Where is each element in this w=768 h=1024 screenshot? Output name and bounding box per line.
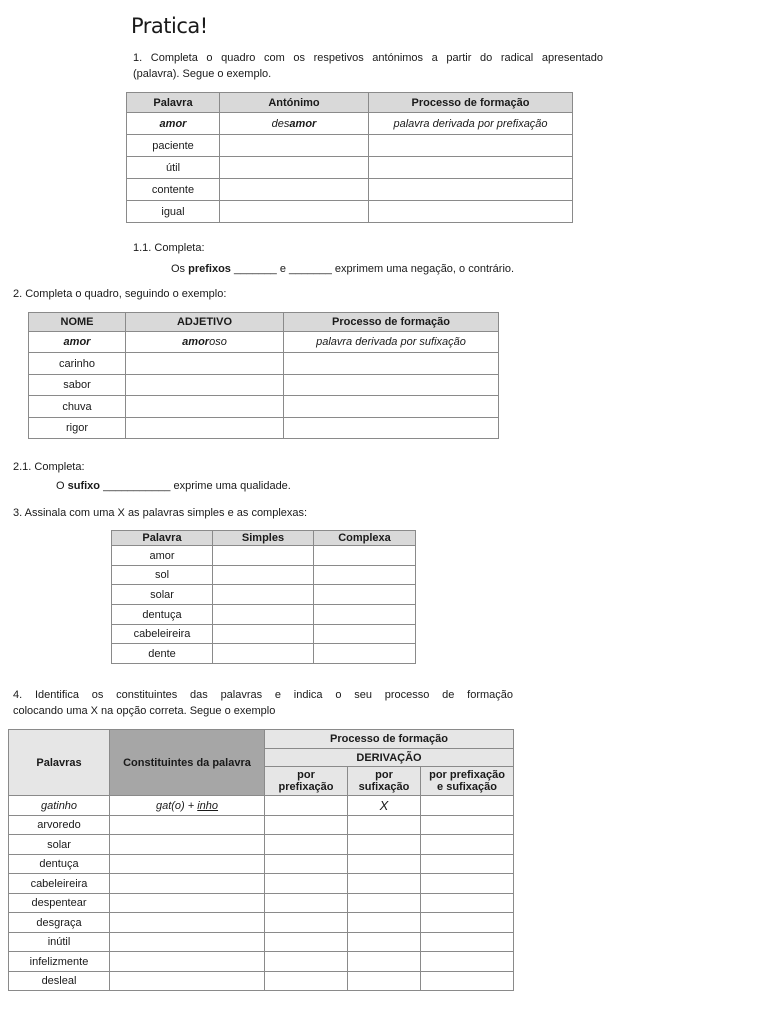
checkbox-cell[interactable]: [213, 546, 314, 566]
answer-cell[interactable]: [110, 952, 265, 972]
checkbox-cell[interactable]: [213, 625, 314, 644]
checkbox-cell[interactable]: [348, 855, 421, 874]
column-header-derivation: DERIVAÇÃO: [265, 749, 514, 767]
answer-cell[interactable]: [369, 201, 573, 223]
header-line: sufixação: [358, 781, 410, 793]
answer-cell[interactable]: [284, 396, 499, 418]
word-cell: cabeleireira: [112, 625, 213, 644]
word-cell: útil: [127, 157, 220, 179]
checkbox-cell[interactable]: [314, 585, 416, 605]
word-cell: desleal: [9, 972, 110, 991]
header-line: e sufixação: [437, 781, 497, 793]
header-line: prefixação: [278, 781, 334, 793]
question-4-line-1: 4. Identifica os constituintes das palavras e indica o seu processo de formação: [13, 689, 513, 701]
word-cell: inútil: [9, 933, 110, 952]
answer-cell[interactable]: [110, 913, 265, 933]
answer-cell[interactable]: [284, 418, 499, 439]
column-header-process: Processo de formação: [265, 730, 514, 749]
word-cell: rigor: [29, 418, 126, 439]
checkbox-cell[interactable]: [265, 855, 348, 874]
checkbox-cell[interactable]: [265, 835, 348, 855]
word-cell: amor: [112, 546, 213, 566]
word-cell: paciente: [127, 135, 220, 157]
word-cell: cabeleireira: [9, 874, 110, 894]
word-cell: dentuça: [112, 605, 213, 625]
checkbox-cell[interactable]: [421, 913, 514, 933]
sentence-keyword: prefixos: [188, 263, 231, 275]
question-2-instruction: 2. Completa o quadro, seguindo o exemplo:: [13, 288, 227, 300]
word-cell: solar: [112, 585, 213, 605]
checkbox-cell[interactable]: [265, 933, 348, 952]
answer-cell[interactable]: [110, 933, 265, 952]
sentence-text: exprime uma qualidade.: [173, 480, 291, 492]
answer-cell[interactable]: [110, 972, 265, 991]
word-cell: igual: [127, 201, 220, 223]
word-cell: infelizmente: [9, 952, 110, 972]
example-noun: amor: [29, 332, 126, 353]
word-cell: arvoredo: [9, 816, 110, 835]
word-cell: sabor: [29, 375, 126, 396]
checkbox-cell[interactable]: [265, 894, 348, 913]
word-cell: contente: [127, 179, 220, 201]
constituent-suffix: inho: [197, 799, 219, 812]
adjective-suffix: oso: [209, 336, 227, 348]
question-1-line-2: (palavra). Segue o exemplo.: [133, 68, 272, 80]
answer-cell[interactable]: [110, 874, 265, 894]
checkbox-cell[interactable]: [421, 894, 514, 913]
answer-cell[interactable]: [110, 855, 265, 874]
question-4-line-2: colocando uma X na opção correta. Segue o exemplo: [13, 705, 276, 717]
column-header-words: Palavras: [9, 730, 110, 796]
checkbox-cell[interactable]: [421, 835, 514, 855]
word-cell: carinho: [29, 353, 126, 375]
column-header-both: [421, 767, 514, 796]
sentence-text: e: [279, 263, 286, 275]
checkbox-cell[interactable]: [213, 605, 314, 625]
sentence-keyword: sufixo: [67, 480, 101, 492]
checkbox-cell[interactable]: [348, 835, 421, 855]
column-header-suffix: [348, 767, 421, 796]
column-header: NOME: [29, 313, 126, 332]
checkbox-cell[interactable]: [265, 952, 348, 972]
word-cell: desgraça: [9, 913, 110, 933]
question-2-1-sentence: [56, 478, 291, 494]
constituent-root: gat(o) +: [155, 799, 198, 812]
checkbox-cell[interactable]: [421, 796, 514, 816]
column-header-constituents: Constituintes da palavra: [110, 730, 265, 796]
checkbox-cell[interactable]: [348, 816, 421, 835]
sentence-text: Os: [171, 263, 189, 275]
column-header: ADJETIVO: [126, 313, 284, 332]
checkbox-cell[interactable]: [314, 625, 416, 644]
example-word: amor: [127, 113, 220, 135]
answer-cell[interactable]: [369, 135, 573, 157]
page-title: Pratica!: [131, 14, 208, 38]
blank-field[interactable]: _______: [285, 263, 335, 275]
header-line: por prefixação: [429, 769, 505, 781]
antonym-prefix: des: [271, 117, 290, 130]
question-3-table: [111, 530, 416, 664]
answer-cell[interactable]: [126, 418, 284, 439]
column-header: Simples: [213, 531, 314, 546]
checkbox-cell[interactable]: [314, 546, 416, 566]
example-constituents: [110, 796, 265, 816]
checkbox-cell[interactable]: [348, 933, 421, 952]
answer-cell[interactable]: [220, 179, 369, 201]
example-adjective: [126, 332, 284, 353]
checkbox-cell[interactable]: [265, 972, 348, 991]
sentence-text: exprimem uma negação, o contrário.: [334, 263, 515, 275]
answer-cell[interactable]: [284, 353, 499, 375]
answer-cell[interactable]: [220, 157, 369, 179]
column-header: Processo de formação: [369, 93, 573, 113]
question-2-table: [28, 312, 499, 439]
answer-cell[interactable]: [220, 201, 369, 223]
checkbox-cell[interactable]: [421, 816, 514, 835]
column-header: Processo de formação: [284, 313, 499, 332]
example-word: gatinho: [9, 796, 110, 816]
answer-cell[interactable]: [126, 375, 284, 396]
checkbox-cell[interactable]: [265, 816, 348, 835]
checkbox-cell[interactable]: [421, 933, 514, 952]
word-cell: chuva: [29, 396, 126, 418]
checkbox-cell[interactable]: [314, 566, 416, 585]
word-cell: solar: [9, 835, 110, 855]
checkbox-cell[interactable]: [213, 585, 314, 605]
column-header: Antónimo: [220, 93, 369, 113]
header-line: por: [297, 769, 315, 781]
question-1-line-1: 1. Completa o quadro com os respetivos antónimos a partir do radical apresentado: [133, 52, 603, 64]
checkbox-cell[interactable]: [314, 605, 416, 625]
answer-cell[interactable]: [110, 816, 265, 835]
question-1-1-sentence: [171, 261, 514, 277]
answer-cell[interactable]: [369, 157, 573, 179]
checkbox-cell[interactable]: [348, 913, 421, 933]
answer-cell[interactable]: [284, 375, 499, 396]
checkbox-cell[interactable]: [348, 972, 421, 991]
blank-field[interactable]: _______: [230, 263, 280, 275]
checkbox-cell[interactable]: [213, 644, 314, 664]
question-4-instruction: [13, 687, 513, 719]
checkbox-cell[interactable]: [348, 952, 421, 972]
blank-field[interactable]: ___________: [100, 480, 174, 492]
word-cell: sol: [112, 566, 213, 585]
column-header: Palavra: [112, 531, 213, 546]
question-4-table: [8, 729, 514, 991]
answer-cell[interactable]: [220, 135, 369, 157]
checkbox-cell[interactable]: [265, 796, 348, 816]
checkbox-cell[interactable]: [421, 952, 514, 972]
checkbox-cell[interactable]: [265, 874, 348, 894]
checkbox-cell[interactable]: [213, 566, 314, 585]
word-cell: despentear: [9, 894, 110, 913]
checkbox-cell[interactable]: [265, 913, 348, 933]
column-header: Complexa: [314, 531, 416, 546]
question-2-1-label: 2.1. Completa:: [13, 461, 85, 473]
example-antonym: [220, 113, 369, 135]
question-1-table: [126, 92, 573, 223]
question-3-instruction: 3. Assinala com uma X as palavras simples e as complexas:: [13, 507, 308, 519]
word-cell: dentuça: [9, 855, 110, 874]
checkbox-cell[interactable]: [348, 874, 421, 894]
antonym-root: amor: [289, 117, 317, 130]
column-header: Palavra: [127, 93, 220, 113]
answer-cell[interactable]: [126, 396, 284, 418]
checkbox-cell[interactable]: [421, 972, 514, 991]
question-1-1-label: 1.1. Completa:: [133, 242, 205, 254]
checkbox-cell[interactable]: [348, 894, 421, 913]
sentence-text: O: [56, 480, 68, 492]
checkbox-cell[interactable]: [314, 644, 416, 664]
example-process: palavra derivada por prefixação: [369, 113, 573, 135]
answer-cell[interactable]: [369, 179, 573, 201]
answer-cell[interactable]: [110, 835, 265, 855]
word-cell: dente: [112, 644, 213, 664]
column-header-prefix: [265, 767, 348, 796]
answer-cell[interactable]: [126, 353, 284, 375]
question-1-instruction: [133, 50, 603, 82]
checkbox-cell[interactable]: [421, 855, 514, 874]
adjective-root: amor: [182, 336, 210, 348]
example-process: palavra derivada por sufixação: [284, 332, 499, 353]
example-mark: X: [348, 796, 421, 816]
checkbox-cell[interactable]: [421, 874, 514, 894]
answer-cell[interactable]: [110, 894, 265, 913]
header-line: por: [375, 769, 393, 781]
